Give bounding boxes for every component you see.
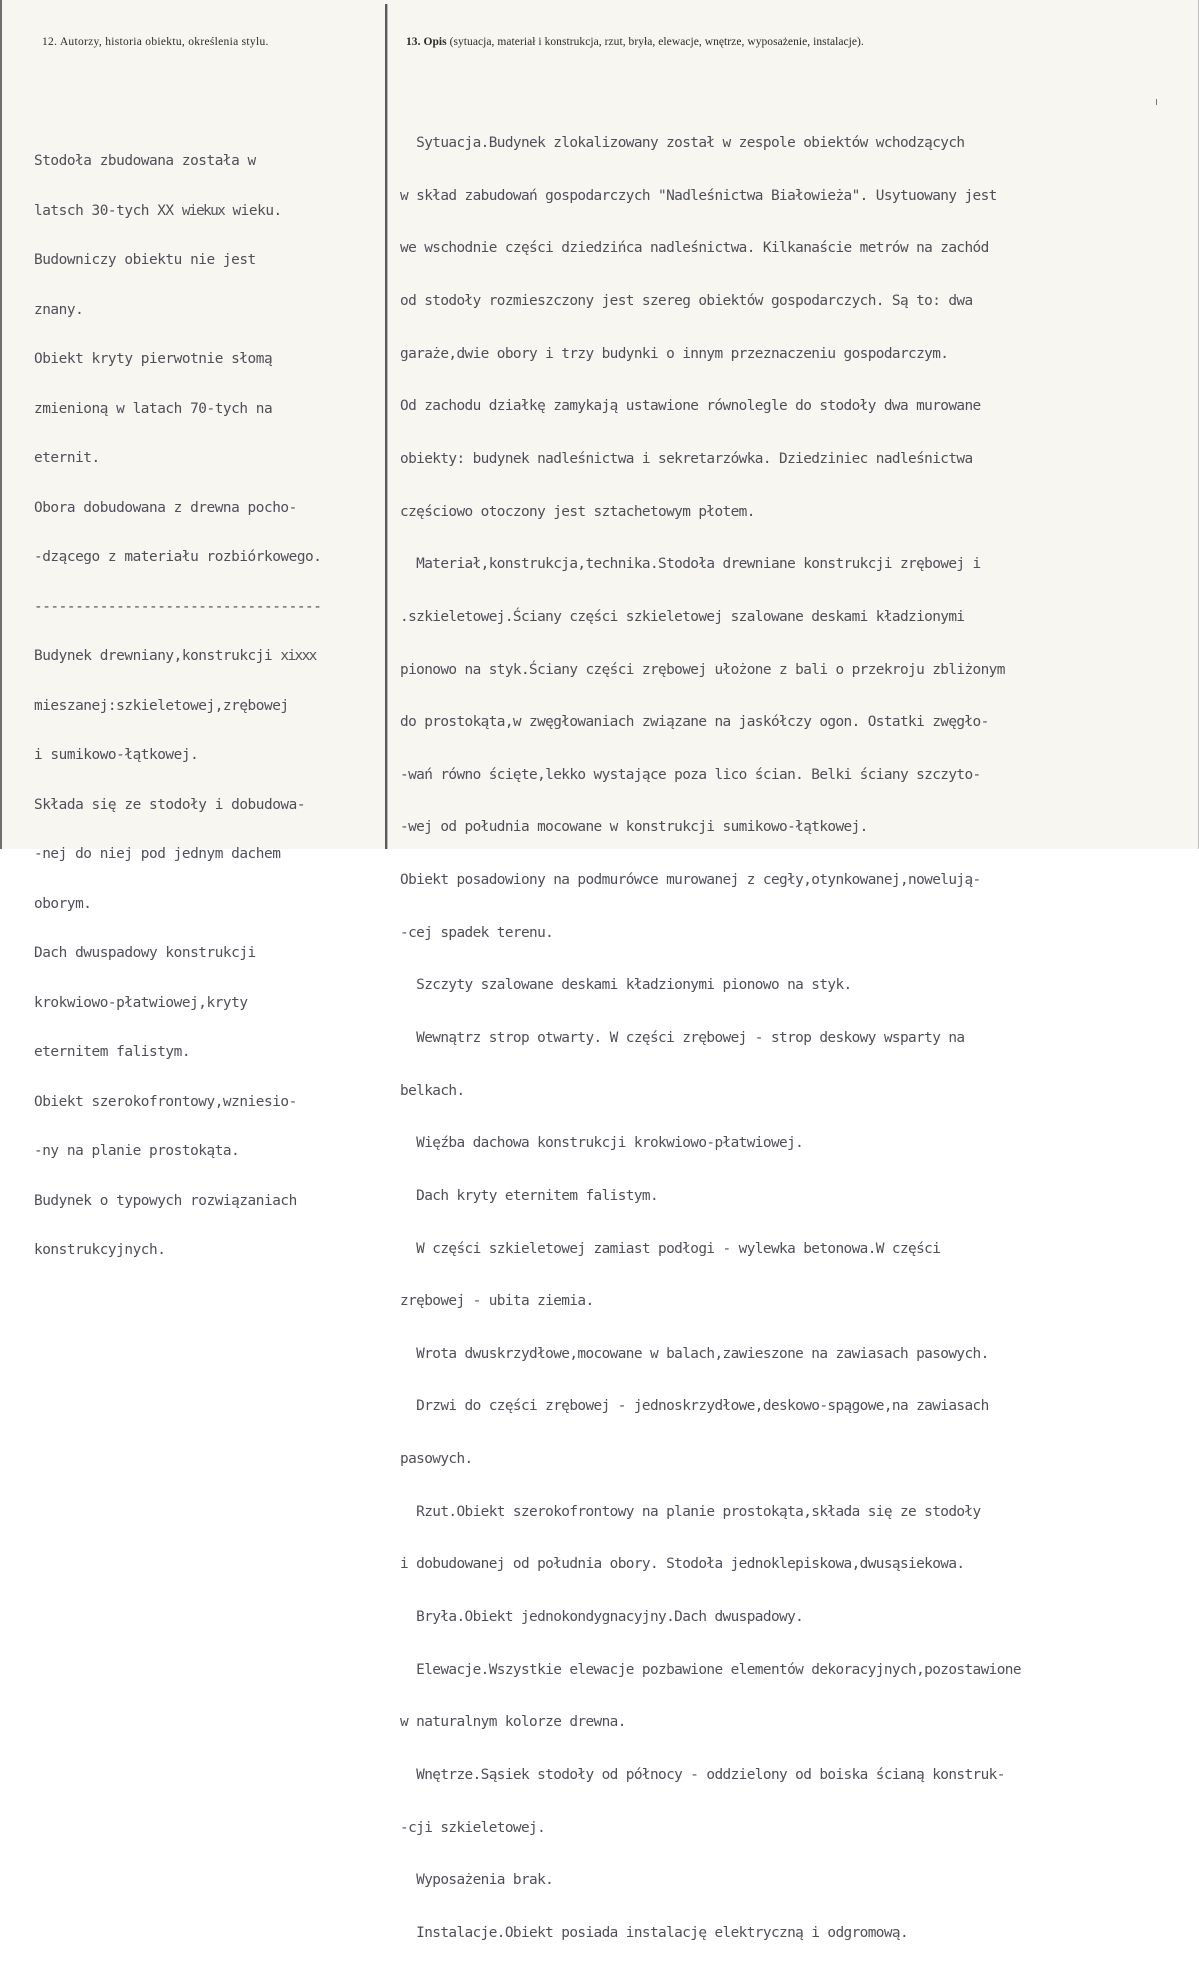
history-line: zmienioną w latach 70-tych na (34, 400, 273, 417)
history-line: -nej do niej pod jednym dachem (34, 846, 281, 862)
description-line: Więźba dachowa konstrukcji krokwiowo-płatwiowej. (400, 1135, 804, 1152)
history-line: oborym. (34, 895, 92, 912)
history-line: krokwiowo-płatwiowej,kryty (34, 994, 248, 1011)
history-line: Składa się ze stodoły i dobudowa- (34, 796, 306, 813)
history-line: konstrukcyjnych. (34, 1242, 166, 1258)
history-line: i sumikowo-łątkowej. (34, 747, 199, 763)
description-line: .szkieletowej.Ściany części szkieletowej szalowane deskami kładzionymi (400, 608, 965, 625)
description-line: Sytuacja.Budynek zlokalizowany został w zespole obiektów wchodzących (400, 135, 965, 152)
history-line (34, 648, 322, 665)
description-line: -cji szkieletowej. (400, 1819, 546, 1836)
history-line: Obiekt kryty pierwotnie słomą (34, 351, 273, 367)
history-line: eternitem falistym. (34, 1044, 191, 1060)
struck-text: xixxx (280, 648, 316, 664)
description-line: -wej od południa mocowane w konstrukcji sumikowo-łątkowej. (400, 819, 868, 836)
description-line: obiekty: budynek nadleśnictwa i sekretarzówka. Dziedziniec nadleśnictwa (400, 450, 973, 467)
description-line: Instalacje.Obiekt posiada instalację elektryczną i odgromową. (400, 1924, 909, 1941)
history-line: Obora dobudowana z drewna pocho- (34, 499, 297, 516)
dashed-separator: ----------------------------------- (34, 598, 322, 615)
description-line: Elewacje.Wszystkie elewacje pozbawione elementów dekoracyjnych,pozostawione (400, 1661, 1021, 1678)
description-text (400, 100, 1021, 1978)
history-line: -dzącego z materiału rozbiórkowego. (34, 549, 322, 565)
history-line: eternit. (34, 450, 100, 466)
history-line: Budowniczy obiektu nie jest (34, 252, 256, 268)
description-line: i dobudowanej od południa obory. Stodoła jednoklepiskowa,dwusąsiekowa. (400, 1556, 965, 1573)
description-line: W części szkieletowej zamiast podłogi - wylewka betonowa.W części (400, 1240, 941, 1257)
description-line: we wschodnie części dziedzińca nadleśnictwa. Kilkanaście metrów na zachód (400, 240, 989, 257)
section-13-header (406, 36, 864, 48)
history-line-text: Budynek drewniany,konstrukcji (34, 648, 281, 664)
history-line: znany. (34, 301, 84, 318)
description-line: zrębowej - ubita ziemia. (400, 1293, 594, 1310)
history-line: Dach dwuspadowy konstrukcji (34, 945, 256, 961)
section-13-subtitle: (sytuacja, materiał i konstrukcja, rzut, bryła, elewacje, wnętrze, wyposażenie, instalacje). (446, 36, 864, 48)
description-line: Wrota dwuskrzydłowe,mocowane w balach,zawieszone na zawiasach pasowych. (400, 1345, 989, 1362)
struck-text: wiekux (181, 202, 225, 219)
history-text (34, 120, 322, 1292)
history-line: Stodoła zbudowana została w (34, 153, 256, 169)
description-line: Rzut.Obiekt szerokofrontowy na planie prostokąta,składa się ze stodoły (400, 1503, 981, 1520)
section-13-number: 13. Opis (406, 36, 447, 48)
stray-mark (1156, 99, 1157, 105)
history-line: Obiekt szerokofrontowy,wzniesio- (34, 1093, 297, 1110)
description-line: Bryła.Obiekt jednokondygnacyjny.Dach dwuspadowy. (400, 1609, 804, 1626)
description-line: w naturalnym kolorze drewna. (400, 1714, 626, 1731)
section-12-header: 12. Autorzy, historia obiektu, określenia stylu. (42, 36, 269, 48)
history-line-text: latsch 30-tych XX (34, 202, 182, 219)
description-line: w skład zabudowań gospodarczych "Nadleśnictwa Białowieża". Usytuowany jest (400, 187, 997, 204)
history-line-tail: wieku. (224, 202, 282, 219)
description-line: Dach kryty eternitem falistym. (400, 1187, 659, 1204)
description-line: -wań równo ścięte,lekko wystające poza lico ścian. Belki ściany szczyto- (400, 766, 981, 783)
description-line: Drzwi do części zrębowej - jednoskrzydłowe,deskowo-spągowe,na zawiasach (400, 1398, 989, 1415)
column-divider (385, 4, 387, 849)
description-line: do prostokąta,w zwęgłowaniach związane na jaskółczy ogon. Ostatki zwęgło- (400, 714, 989, 731)
description-line: od stodoły rozmieszczony jest szereg obiektów gospodarczych. Są to: dwa (400, 293, 973, 310)
description-line: pasowych. (400, 1451, 473, 1468)
description-line: belkach. (400, 1082, 465, 1099)
history-line: -ny na planie prostokąta. (34, 1143, 240, 1159)
description-line: -cej spadek terenu. (400, 924, 554, 941)
description-line: Wnętrze.Sąsiek stodoły od północy - oddzielony od boiska ścianą konstruk- (400, 1766, 1005, 1783)
history-line (34, 203, 322, 220)
description-line: Obiekt posadowiony na podmurówce murowanej z cegły,otynkowanej,nowelują- (400, 872, 981, 889)
description-line: Materiał,konstrukcja,technika.Stodoła drewniane konstrukcji zrębowej i (400, 556, 981, 573)
description-line: Od zachodu działkę zamykają ustawione równolegle do stodoły dwa murowane (400, 398, 981, 415)
description-line: Wewnątrz strop otwarty. W części zrębowej - strop deskowy wsparty na (400, 1029, 965, 1046)
history-line: mieszanej:szkieletowej,zrębowej (34, 697, 289, 714)
description-line: pionowo na styk.Ściany części zrębowej ułożone z bali o przekroju zbliżonym (400, 661, 1005, 678)
description-line: Wyposażenia brak. (400, 1872, 554, 1889)
description-line: Szczyty szalowane deskami kładzionymi pionowo na styk. (400, 977, 852, 994)
description-line: garaże,dwie obory i trzy budynki o innym przeznaczeniu gospodarczym. (400, 345, 949, 362)
description-line: częściowo otoczony jest sztachetowym płotem. (400, 503, 755, 520)
history-line: Budynek o typowych rozwiązaniach (34, 1192, 297, 1209)
